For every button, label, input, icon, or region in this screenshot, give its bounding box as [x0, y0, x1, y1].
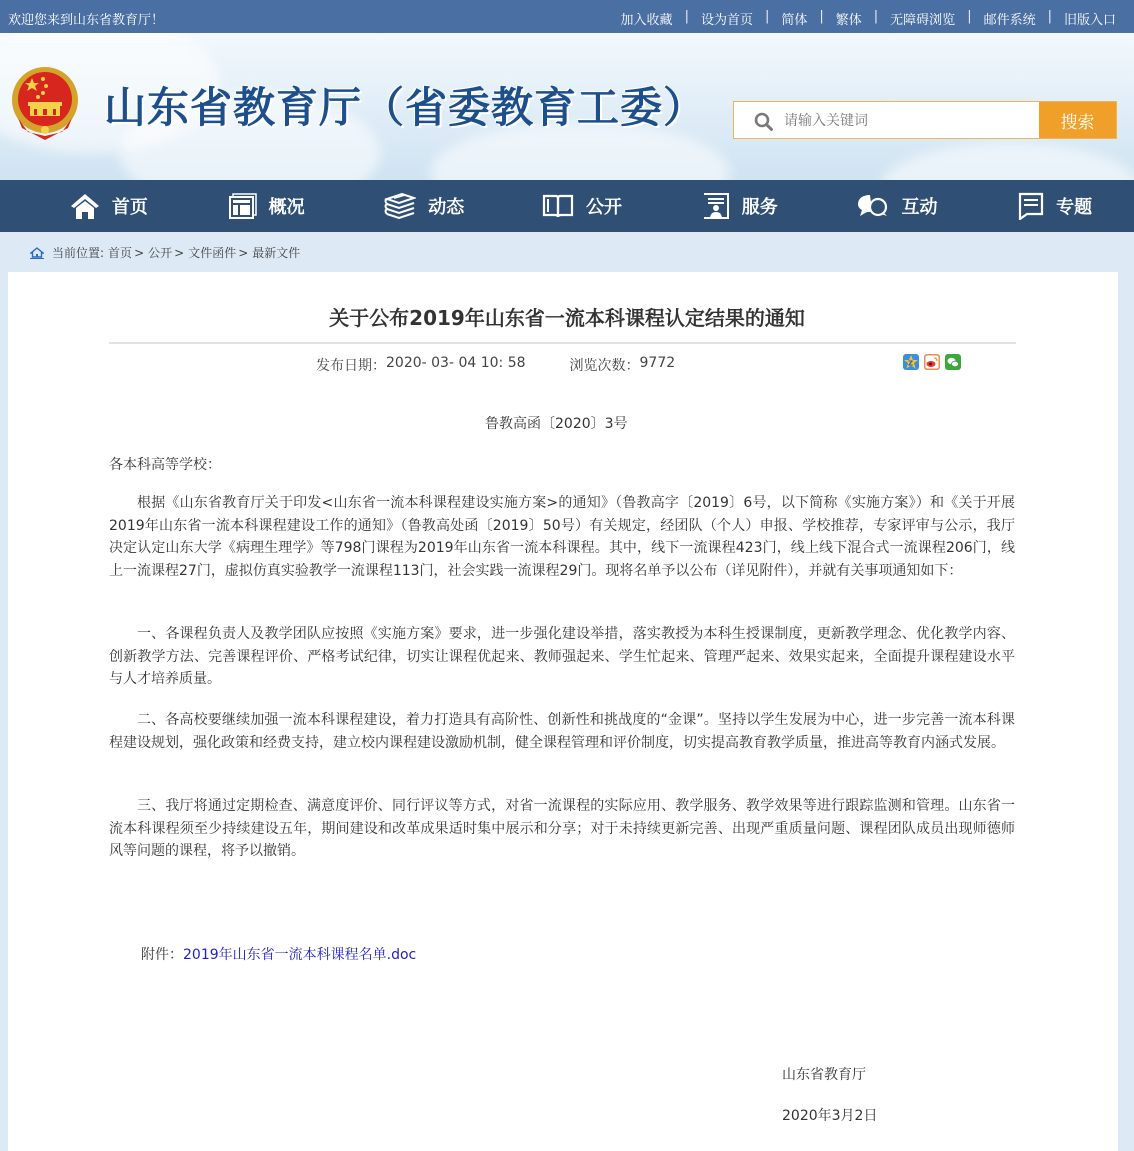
breadcrumb-prefix: 当前位置:	[52, 246, 105, 260]
separator: |	[873, 9, 879, 24]
nav-label: 动态	[428, 197, 465, 218]
separator: |	[1047, 9, 1052, 24]
view-count: 9772	[639, 355, 676, 371]
top-links	[621, 9, 1116, 28]
breadcrumb-separator: >	[238, 245, 249, 260]
nav-item-topics[interactable]	[976, 180, 1134, 232]
nav-item-open[interactable]	[503, 180, 661, 232]
nav-label: 互动	[901, 197, 938, 218]
view-count-label: 浏览次数：	[569, 358, 640, 374]
open-book-icon	[542, 193, 574, 219]
attachment	[141, 944, 416, 964]
nav-item-home[interactable]	[30, 180, 188, 232]
add-favorite-link[interactable]: 加入收藏	[620, 13, 673, 28]
nav-item-interaction[interactable]	[819, 180, 977, 232]
paragraph-item-2: 二、各高校要继续加强一流本科课程建设，着力打造具有高阶性、创新性和挑战度的“金课”。坚持以学生发展为中心，进一步完善一流本科课程建设规划，强化政策和经费支持，建立校内课程建设激励机制，健全课程管理和评价制度，切实提高教育教学质量，推进高等教育内涵式发展。	[109, 712, 1015, 751]
site-title: 山东省教育厅（省委教育工委）	[104, 83, 707, 132]
nav-item-overview[interactable]	[188, 180, 346, 232]
site-header	[0, 33, 1134, 180]
attachment-label: 附件：	[141, 947, 183, 963]
publish-date: 2020- 03- 04 10: 58	[386, 355, 526, 371]
sign-date: 2020年3月2日	[782, 1108, 878, 1124]
nav-label: 公开	[586, 197, 623, 218]
traditional-chinese-link[interactable]: 繁体	[835, 13, 862, 28]
chat-bubbles-icon	[857, 193, 889, 219]
signature: 山东省教育厅	[782, 1067, 866, 1083]
window-icon	[229, 193, 257, 219]
search-icon	[754, 112, 774, 132]
breadcrumb	[30, 244, 300, 261]
books-icon	[384, 193, 416, 219]
paragraph-intro: 根据《山东省教育厅关于印发<山东省一流本科课程建设实施方案>的通知》（鲁教高字〔2019〕6号，以下简称《实施方案》）和《关于开展2019年山东省一流本科课程建设工作的通知》（鲁教高处函〔2019〕50号）有关规定，经团队（个人）申报、学校推荐，专家评审与公示，我厅决定认定山东大学《病理生理学》等798门课程为2019年山东省一流本科课程。其中，线下一流课程423门，线上线下混合式一流课程206门，线上一流课程27门，虚拟仿真实验教学一流课程113门，社会实践一流课程29门。现将名单予以公布（详见附件），并就有关事项通知如下：	[109, 495, 1015, 580]
separator: |	[967, 9, 972, 24]
salutation: 各本科高等学校：	[109, 457, 221, 473]
simplified-chinese-link[interactable]: 简体	[781, 13, 808, 28]
search-button[interactable]: 搜索	[1039, 102, 1116, 138]
attachment-link[interactable]: 2019年山东省一流本科课程名单.doc	[183, 947, 417, 963]
top-bar	[0, 0, 1134, 33]
weibo-share-icon[interactable]	[924, 354, 940, 370]
old-version-link[interactable]: 旧版入口	[1063, 13, 1116, 28]
breadcrumb-separator: >	[134, 245, 145, 260]
search-input[interactable]	[784, 110, 1024, 132]
wechat-share-icon[interactable]	[945, 354, 961, 370]
breadcrumb-open[interactable]: 公开	[148, 246, 173, 260]
document-number: 鲁教高函〔2020〕3号	[485, 416, 628, 432]
nav-item-news[interactable]	[345, 180, 503, 232]
cloud-decoration	[880, 143, 1134, 180]
svg-text:Z: Z	[908, 359, 914, 368]
search-box	[733, 101, 1117, 139]
mail-system-link[interactable]: 邮件系统	[983, 13, 1036, 28]
nav-item-service[interactable]	[661, 180, 819, 232]
accessibility-link[interactable]: 无障碍浏览	[890, 13, 956, 28]
breadcrumb-separator: >	[174, 245, 185, 260]
article-meta	[316, 355, 675, 375]
nav-label: 服务	[741, 197, 778, 218]
national-emblem-icon[interactable]	[10, 66, 80, 141]
service-icon	[702, 192, 730, 220]
paragraph-item-3: 三、我厅将通过定期检查、满意度评价、同行评议等方式，对省一流课程的实际应用、教学服务、教学效果等进行跟踪监测和管理。山东省一流本科课程须至少持续建设五年，期间建设和改革成果适时集中展示和分享；对于未持续更新完善、出现严重质量问题、课程团队成员出现师德师风等问题的课程，将予以撤销。	[109, 798, 1015, 860]
breadcrumb-home[interactable]: 首页	[108, 246, 133, 260]
document-icon	[1018, 192, 1044, 220]
search-field	[734, 102, 1039, 138]
breadcrumb-latest[interactable]: 最新文件	[252, 246, 301, 260]
qzone-share-icon[interactable]	[903, 354, 919, 370]
title-divider	[109, 342, 1016, 344]
home-icon	[30, 247, 44, 259]
separator: |	[684, 9, 689, 24]
paragraph-item-1: 一、各课程负责人及教学团队应按照《实施方案》要求，进一步强化建设举措，落实教授为本科生授课制度，更新教学理念、优化教学内容、创新教学方法、完善课程评价、严格考试纪律，切实让课程优起来、教师强起来、学生忙起来、管理严起来、效果实起来，全面提升课程建设水平与人才培养质量。	[109, 626, 1015, 688]
separator: |	[819, 9, 824, 24]
article-title: 关于公布2019年山东省一流本科课程认定结果的通知	[329, 306, 805, 330]
separator: |	[764, 9, 770, 24]
nav-label: 概况	[268, 197, 305, 218]
share-buttons	[903, 354, 961, 370]
home-icon	[70, 192, 100, 220]
publish-date-label: 发布日期：	[316, 358, 386, 374]
breadcrumb-documents[interactable]: 文件函件	[188, 246, 237, 260]
welcome-text: 欢迎您来到山东省教育厅！	[8, 13, 165, 28]
nav-label: 专题	[1056, 197, 1093, 218]
main-nav	[0, 180, 1134, 232]
set-homepage-link[interactable]: 设为首页	[700, 13, 753, 28]
nav-label: 首页	[111, 197, 148, 218]
